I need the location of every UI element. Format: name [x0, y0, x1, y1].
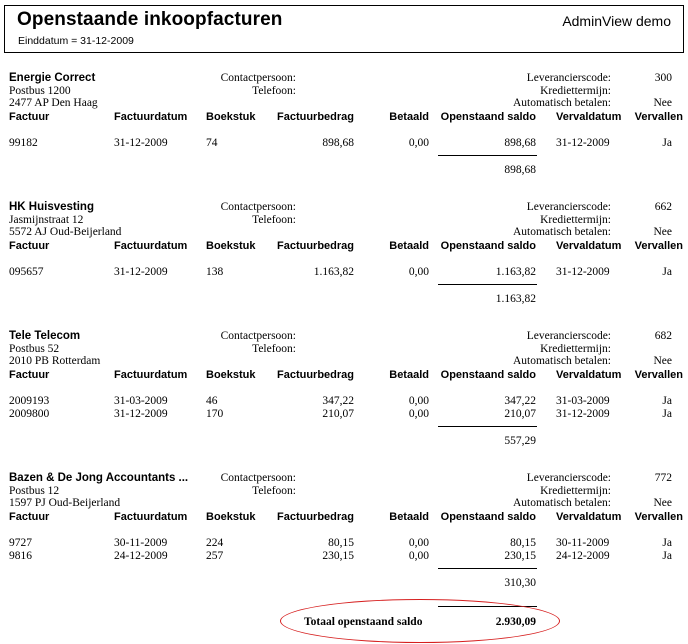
supplier-address-line-1: Postbus 1200: [9, 85, 71, 97]
report-header: [4, 5, 684, 53]
invoice-amount: 210,07: [322, 408, 354, 420]
column-header-boekstuk: Boekstuk: [206, 111, 256, 123]
column-header-betaald: Betaald: [389, 511, 429, 523]
column-header-boekstuk: Boekstuk: [206, 369, 256, 381]
supplier-address-line-1: Postbus 12: [9, 485, 60, 497]
document-number: 46: [206, 395, 218, 407]
invoice-amount: 898,68: [322, 137, 354, 149]
auto-pay-value: Nee: [653, 497, 672, 509]
overdue-flag: Ja: [662, 137, 672, 149]
subtotal-rule: [438, 284, 537, 285]
subtotal-rule: [438, 426, 537, 427]
subtotal-rule: [438, 568, 537, 569]
column-header-vervallen: Vervallen: [634, 369, 683, 381]
invoice-number: 2009800: [9, 408, 50, 420]
invoice-date: 31-03-2009: [114, 395, 168, 407]
column-header-factuurbedrag: Factuurbedrag: [276, 240, 354, 252]
due-date: 31-12-2009: [556, 137, 610, 149]
supplier-subtotal: 898,68: [504, 164, 536, 176]
column-header-factuurdatum: Factuurdatum: [114, 511, 188, 523]
supplier-name: Energie Correct: [9, 72, 96, 84]
document-number: 224: [206, 537, 224, 549]
supplier-address-line-2: 2010 PB Rotterdam: [9, 355, 101, 367]
invoice-number: 9816: [9, 550, 32, 562]
supplier-subtotal: 557,29: [504, 435, 536, 447]
contact-person-label: Contactpersoon:: [220, 201, 296, 213]
invoice-date: 24-12-2009: [114, 550, 168, 562]
column-header-vervaldatum: Vervaldatum: [556, 369, 622, 381]
auto-pay-value: Nee: [653, 226, 672, 238]
supplier-subtotal: 1.163,82: [495, 293, 536, 305]
contact-person-label: Contactpersoon:: [220, 472, 296, 484]
document-number: 257: [206, 550, 224, 562]
supplier-name: Bazen & De Jong Accountants ...: [9, 472, 189, 484]
paid-amount: 0,00: [408, 408, 429, 420]
open-balance: 230,15: [504, 550, 536, 562]
paid-amount: 0,00: [408, 266, 429, 278]
document-number: 74: [206, 137, 218, 149]
overdue-flag: Ja: [662, 408, 672, 420]
grand-total-value: 2.930,09: [495, 616, 536, 628]
column-header-factuurbedrag: Factuurbedrag: [276, 511, 354, 523]
invoice-row: [0, 537, 688, 550]
auto-pay-value: Nee: [653, 355, 672, 367]
invoice-date: 31-12-2009: [114, 266, 168, 278]
invoice-amount: 80,15: [328, 537, 354, 549]
document-number: 170: [206, 408, 224, 420]
column-header-vervallen: Vervallen: [634, 511, 683, 523]
invoice-row: [0, 137, 688, 150]
supplier-code-label: Leverancierscode:: [526, 472, 611, 484]
column-header-openstaand: Openstaand saldo: [440, 240, 536, 252]
auto-pay-label: Automatisch betalen:: [512, 497, 611, 509]
column-header-factuur: Factuur: [9, 111, 50, 123]
column-header-betaald: Betaald: [389, 240, 429, 252]
auto-pay-label: Automatisch betalen:: [512, 355, 611, 367]
column-header-boekstuk: Boekstuk: [206, 511, 256, 523]
invoice-amount: 347,22: [322, 395, 354, 407]
invoice-number: 2009193: [9, 395, 50, 407]
column-header-vervaldatum: Vervaldatum: [556, 240, 622, 252]
overdue-flag: Ja: [662, 550, 672, 562]
invoice-row: [0, 408, 688, 421]
overdue-flag: Ja: [662, 266, 672, 278]
contact-person-label: Contactpersoon:: [220, 72, 296, 84]
invoice-date: 31-12-2009: [114, 408, 168, 420]
column-header-factuurbedrag: Factuurbedrag: [276, 369, 354, 381]
column-header-openstaand: Openstaand saldo: [440, 511, 536, 523]
column-header-betaald: Betaald: [389, 111, 429, 123]
overdue-flag: Ja: [662, 395, 672, 407]
column-header-factuur: Factuur: [9, 511, 50, 523]
column-header-factuurbedrag: Factuurbedrag: [276, 111, 354, 123]
invoice-row: [0, 550, 688, 563]
invoice-row: [0, 266, 688, 279]
supplier-address-line-1: Jasmijnstraat 12: [9, 214, 84, 226]
due-date: 31-03-2009: [556, 395, 610, 407]
invoice-amount: 1.163,82: [313, 266, 354, 278]
invoice-date: 30-11-2009: [114, 537, 168, 549]
invoice-amount: 230,15: [322, 550, 354, 562]
overdue-flag: Ja: [662, 537, 672, 549]
paid-amount: 0,00: [408, 137, 429, 149]
contact-person-label: Contactpersoon:: [220, 330, 296, 342]
open-balance: 1.163,82: [495, 266, 536, 278]
phone-label: Telefoon:: [252, 485, 296, 497]
column-header-vervallen: Vervallen: [634, 111, 683, 123]
column-header-factuur: Factuur: [9, 240, 50, 252]
due-date: 31-12-2009: [556, 266, 610, 278]
document-number: 138: [206, 266, 224, 278]
column-header-vervaldatum: Vervaldatum: [556, 111, 622, 123]
supplier-address-line-2: 5572 AJ Oud-Beijerland: [9, 226, 122, 238]
credit-term-label: Krediettermijn:: [540, 485, 611, 497]
column-header-betaald: Betaald: [389, 369, 429, 381]
phone-label: Telefoon:: [252, 85, 296, 97]
due-date: 30-11-2009: [556, 537, 610, 549]
report-end-date: Einddatum = 31-12-2009: [18, 35, 134, 47]
company-name: AdminView demo: [562, 13, 671, 29]
invoice-date: 31-12-2009: [114, 137, 168, 149]
supplier-subtotal: 310,30: [504, 577, 536, 589]
supplier-address-line-1: Postbus 52: [9, 343, 60, 355]
supplier-code-label: Leverancierscode:: [526, 72, 611, 84]
supplier-code-value: 682: [654, 330, 672, 342]
subtotal-rule: [438, 155, 537, 156]
supplier-code-label: Leverancierscode:: [526, 330, 611, 342]
invoice-number: 99182: [9, 137, 38, 149]
auto-pay-label: Automatisch betalen:: [512, 226, 611, 238]
column-header-factuurdatum: Factuurdatum: [114, 111, 188, 123]
grand-total-label: Totaal openstaand saldo: [304, 616, 423, 628]
supplier-name: HK Huisvesting: [9, 201, 94, 213]
credit-term-label: Krediettermijn:: [540, 85, 611, 97]
supplier-address-line-2: 2477 AP Den Haag: [9, 97, 98, 109]
supplier-code-value: 662: [654, 201, 672, 213]
column-header-openstaand: Openstaand saldo: [440, 111, 536, 123]
invoice-row: [0, 395, 688, 408]
auto-pay-label: Automatisch betalen:: [512, 97, 611, 109]
phone-label: Telefoon:: [252, 343, 296, 355]
supplier-code-value: 300: [654, 72, 672, 84]
due-date: 24-12-2009: [556, 550, 610, 562]
supplier-code-value: 772: [654, 472, 672, 484]
supplier-code-label: Leverancierscode:: [526, 201, 611, 213]
credit-term-label: Krediettermijn:: [540, 214, 611, 226]
paid-amount: 0,00: [408, 395, 429, 407]
open-balance: 347,22: [504, 395, 536, 407]
column-header-vervaldatum: Vervaldatum: [556, 511, 622, 523]
column-header-boekstuk: Boekstuk: [206, 240, 256, 252]
column-header-factuurdatum: Factuurdatum: [114, 240, 188, 252]
supplier-address-line-2: 1597 PJ Oud-Beijerland: [9, 497, 121, 509]
auto-pay-value: Nee: [653, 97, 672, 109]
column-header-vervallen: Vervallen: [634, 240, 683, 252]
phone-label: Telefoon:: [252, 214, 296, 226]
report-title: Openstaande inkoopfacturen: [17, 9, 283, 30]
credit-term-label: Krediettermijn:: [540, 343, 611, 355]
open-balance: 898,68: [504, 137, 536, 149]
invoice-number: 9727: [9, 537, 32, 549]
column-header-factuur: Factuur: [9, 369, 50, 381]
column-header-factuurdatum: Factuurdatum: [114, 369, 188, 381]
open-balance: 80,15: [510, 537, 536, 549]
open-balance: 210,07: [504, 408, 536, 420]
invoice-number: 095657: [9, 266, 44, 278]
paid-amount: 0,00: [408, 550, 429, 562]
due-date: 31-12-2009: [556, 408, 610, 420]
column-header-openstaand: Openstaand saldo: [440, 369, 536, 381]
supplier-name: Tele Telecom: [9, 330, 81, 342]
paid-amount: 0,00: [408, 537, 429, 549]
